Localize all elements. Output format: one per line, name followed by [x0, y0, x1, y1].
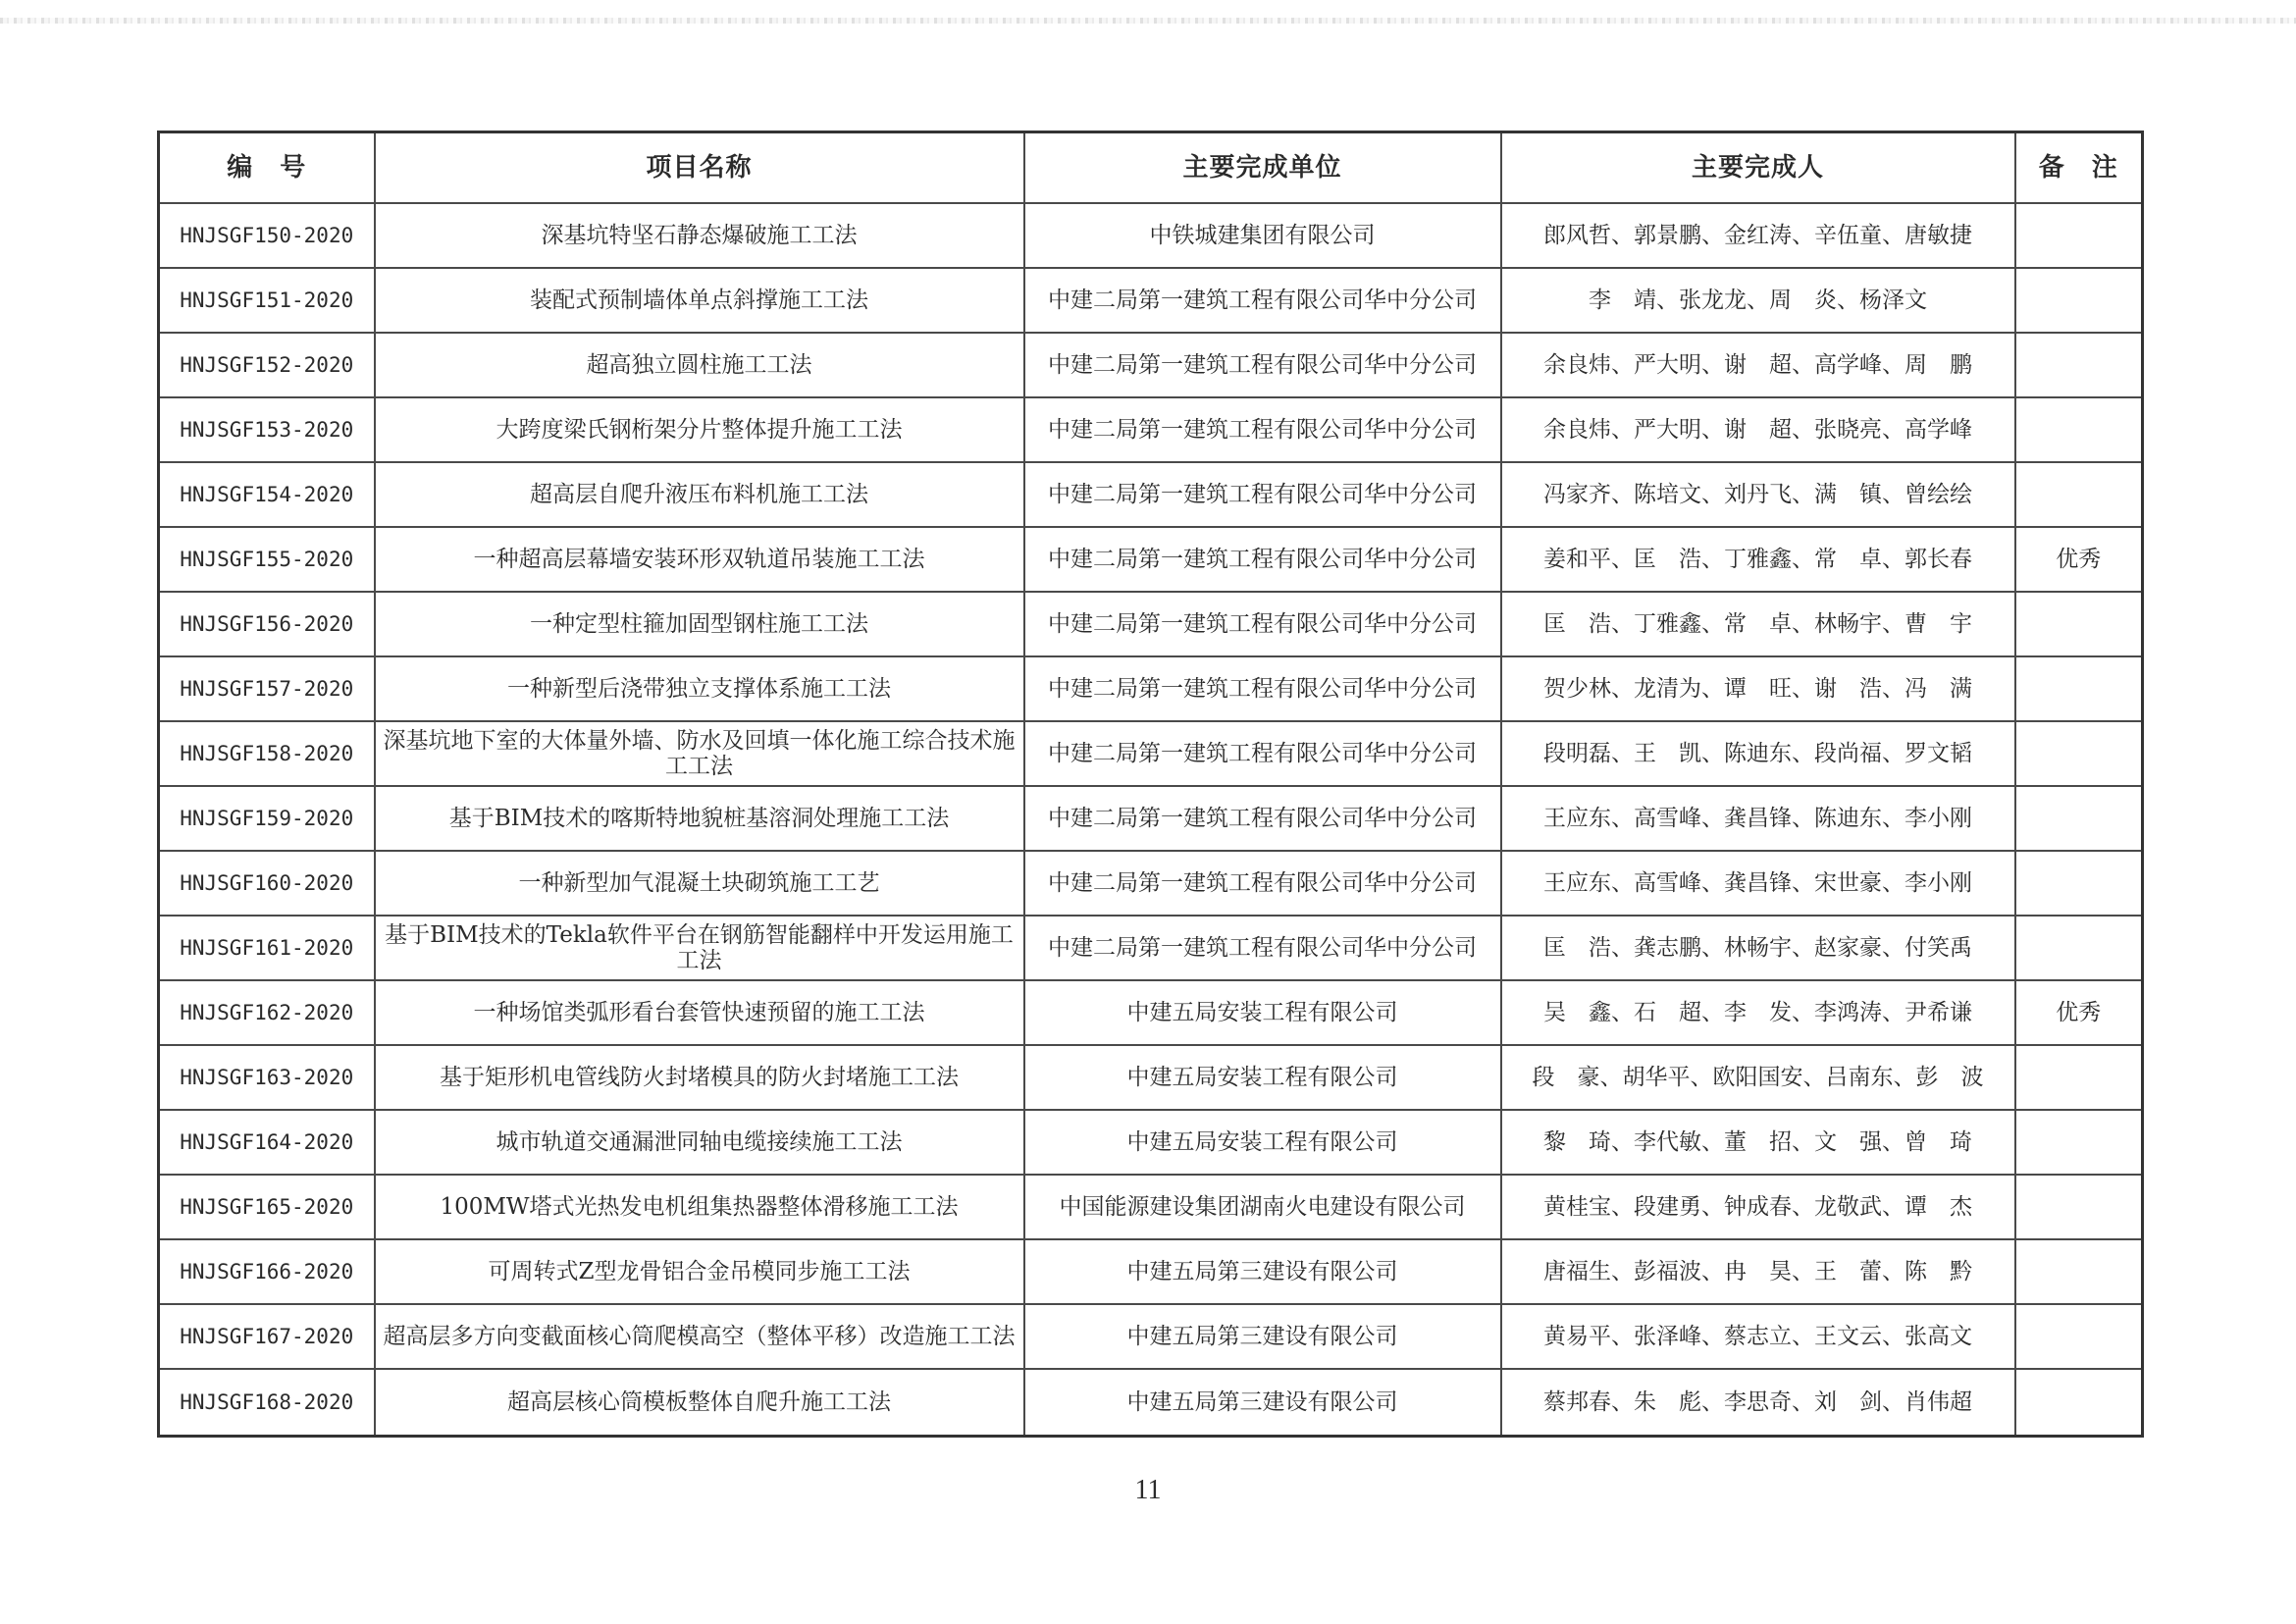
cell-unit: 中建五局第三建设有限公司 [1024, 1304, 1501, 1369]
cell-unit: 中国能源建设集团湖南火电建设有限公司 [1024, 1175, 1501, 1239]
table-row [159, 397, 2143, 462]
cell-persons: 黄桂宝、段建勇、钟成春、龙敬武、谭 杰 [1501, 1175, 2015, 1239]
cell-project-name: 基于BIM技术的喀斯特地貌桩基溶洞处理施工工法 [375, 786, 1024, 851]
cell-code: HNJSGF163-2020 [159, 1045, 375, 1110]
cell-project-name: 装配式预制墙体单点斜撑施工工法 [375, 268, 1024, 333]
cell-persons: 段明磊、王 凯、陈迪东、段尚福、罗文韬 [1501, 721, 2015, 786]
cell-unit: 中建二局第一建筑工程有限公司华中分公司 [1024, 851, 1501, 916]
cell-project-name: 一种场馆类弧形看台套管快速预留的施工工法 [375, 980, 1024, 1045]
cell-persons: 黄易平、张泽峰、蔡志立、王文云、张高文 [1501, 1304, 2015, 1369]
cell-remark [2015, 916, 2143, 980]
cell-code: HNJSGF151-2020 [159, 268, 375, 333]
cell-remark [2015, 203, 2143, 268]
cell-persons: 王应东、高雪峰、龚昌锋、陈迪东、李小刚 [1501, 786, 2015, 851]
cell-project-name: 基于BIM技术的Tekla软件平台在钢筋智能翻样中开发运用施工工法 [375, 916, 1024, 980]
cell-unit: 中建五局第三建设有限公司 [1024, 1369, 1501, 1437]
cell-remark [2015, 1239, 2143, 1304]
cell-code: HNJSGF164-2020 [159, 1110, 375, 1175]
cell-project-name: 超高独立圆柱施工工法 [375, 333, 1024, 397]
table-row [159, 916, 2143, 980]
cell-code: HNJSGF167-2020 [159, 1304, 375, 1369]
cell-unit: 中建五局安装工程有限公司 [1024, 1110, 1501, 1175]
table-row [159, 1175, 2143, 1239]
cell-unit: 中铁城建集团有限公司 [1024, 203, 1501, 268]
cell-unit: 中建五局第三建设有限公司 [1024, 1239, 1501, 1304]
cell-code: HNJSGF153-2020 [159, 397, 375, 462]
cell-code: HNJSGF162-2020 [159, 980, 375, 1045]
table-row [159, 1369, 2143, 1437]
header-unit: 主要完成单位 [1024, 132, 1501, 204]
cell-persons: 郎风哲、郭景鹏、金红涛、辛伍童、唐敏捷 [1501, 203, 2015, 268]
cell-remark [2015, 592, 2143, 656]
page-number: 11 [1134, 1475, 1162, 1505]
cell-persons: 李 靖、张龙龙、周 炎、杨泽文 [1501, 268, 2015, 333]
table-row [159, 786, 2143, 851]
cell-remark [2015, 333, 2143, 397]
cell-persons: 匡 浩、丁雅鑫、常 卓、林畅宇、曹 宇 [1501, 592, 2015, 656]
cell-remark [2015, 397, 2143, 462]
table-row [159, 1110, 2143, 1175]
cell-persons: 匡 浩、龚志鹏、林畅宇、赵家豪、付笑禹 [1501, 916, 2015, 980]
cell-code: HNJSGF155-2020 [159, 527, 375, 592]
cell-project-name: 可周转式Z型龙骨铝合金吊模同步施工工法 [375, 1239, 1024, 1304]
cell-project-name: 深基坑地下室的大体量外墙、防水及回填一体化施工综合技术施工工法 [375, 721, 1024, 786]
cell-remark [2015, 1045, 2143, 1110]
cell-persons: 段 豪、胡华平、欧阳国安、吕南东、彭 波 [1501, 1045, 2015, 1110]
table-row [159, 592, 2143, 656]
cell-unit: 中建二局第一建筑工程有限公司华中分公司 [1024, 397, 1501, 462]
scan-artifact-strip [0, 18, 2296, 24]
cell-persons: 贺少林、龙清为、谭 旺、谢 浩、冯 满 [1501, 656, 2015, 721]
cell-project-name: 大跨度梁氏钢桁架分片整体提升施工工法 [375, 397, 1024, 462]
cell-code: HNJSGF150-2020 [159, 203, 375, 268]
cell-persons: 余良炜、严大明、谢 超、高学峰、周 鹏 [1501, 333, 2015, 397]
cell-remark [2015, 1369, 2143, 1437]
cell-code: HNJSGF154-2020 [159, 462, 375, 527]
cell-remark [2015, 786, 2143, 851]
cell-code: HNJSGF160-2020 [159, 851, 375, 916]
cell-code: HNJSGF168-2020 [159, 1369, 375, 1437]
header-remark: 备 注 [2015, 132, 2143, 204]
cell-project-name: 一种超高层幕墙安装环形双轨道吊装施工工法 [375, 527, 1024, 592]
table-row [159, 721, 2143, 786]
header-project-name: 项目名称 [375, 132, 1024, 204]
cell-remark [2015, 1304, 2143, 1369]
cell-code: HNJSGF166-2020 [159, 1239, 375, 1304]
table-row [159, 333, 2143, 397]
cell-project-name: 一种定型柱箍加固型钢柱施工工法 [375, 592, 1024, 656]
cell-project-name: 100MW塔式光热发电机组集热器整体滑移施工工法 [375, 1175, 1024, 1239]
cell-persons: 余良炜、严大明、谢 超、张晓亮、高学峰 [1501, 397, 2015, 462]
project-table [157, 131, 2144, 1438]
table-row [159, 656, 2143, 721]
cell-remark [2015, 268, 2143, 333]
cell-unit: 中建二局第一建筑工程有限公司华中分公司 [1024, 721, 1501, 786]
cell-code: HNJSGF152-2020 [159, 333, 375, 397]
cell-project-name: 城市轨道交通漏泄同轴电缆接续施工工法 [375, 1110, 1024, 1175]
cell-project-name: 超高层核心筒模板整体自爬升施工工法 [375, 1369, 1024, 1437]
cell-persons: 黎 琦、李代敏、董 招、文 强、曾 琦 [1501, 1110, 2015, 1175]
cell-project-name: 深基坑特坚石静态爆破施工工法 [375, 203, 1024, 268]
cell-remark [2015, 851, 2143, 916]
cell-remark [2015, 1175, 2143, 1239]
table-row [159, 1239, 2143, 1304]
cell-code: HNJSGF158-2020 [159, 721, 375, 786]
table-row [159, 527, 2143, 592]
table-row [159, 1304, 2143, 1369]
table-row [159, 203, 2143, 268]
cell-unit: 中建五局安装工程有限公司 [1024, 1045, 1501, 1110]
cell-remark [2015, 462, 2143, 527]
cell-code: HNJSGF157-2020 [159, 656, 375, 721]
table-row [159, 851, 2143, 916]
cell-remark: 优秀 [2015, 527, 2143, 592]
cell-unit: 中建二局第一建筑工程有限公司华中分公司 [1024, 786, 1501, 851]
cell-remark: 优秀 [2015, 980, 2143, 1045]
cell-code: HNJSGF165-2020 [159, 1175, 375, 1239]
cell-unit: 中建二局第一建筑工程有限公司华中分公司 [1024, 462, 1501, 527]
cell-persons: 吴 鑫、石 超、李 发、李鸿涛、尹希谦 [1501, 980, 2015, 1045]
cell-unit: 中建二局第一建筑工程有限公司华中分公司 [1024, 268, 1501, 333]
header-persons: 主要完成人 [1501, 132, 2015, 204]
cell-code: HNJSGF156-2020 [159, 592, 375, 656]
cell-project-name: 基于矩形机电管线防火封堵模具的防火封堵施工工法 [375, 1045, 1024, 1110]
cell-remark [2015, 721, 2143, 786]
cell-project-name: 一种新型后浇带独立支撑体系施工工法 [375, 656, 1024, 721]
table-row [159, 980, 2143, 1045]
cell-project-name: 超高层自爬升液压布料机施工工法 [375, 462, 1024, 527]
cell-unit: 中建二局第一建筑工程有限公司华中分公司 [1024, 527, 1501, 592]
cell-remark [2015, 656, 2143, 721]
cell-persons: 蔡邦春、朱 彪、李思奇、刘 剑、肖伟超 [1501, 1369, 2015, 1437]
cell-project-name: 超高层多方向变截面核心筒爬模高空（整体平移）改造施工工法 [375, 1304, 1024, 1369]
cell-unit: 中建二局第一建筑工程有限公司华中分公司 [1024, 333, 1501, 397]
cell-persons: 王应东、高雪峰、龚昌锋、宋世豪、李小刚 [1501, 851, 2015, 916]
table-header-row [159, 132, 2143, 204]
cell-unit: 中建五局安装工程有限公司 [1024, 980, 1501, 1045]
cell-unit: 中建二局第一建筑工程有限公司华中分公司 [1024, 916, 1501, 980]
header-code: 编 号 [159, 132, 375, 204]
cell-persons: 冯家齐、陈培文、刘丹飞、满 镇、曾绘绘 [1501, 462, 2015, 527]
table-row [159, 462, 2143, 527]
cell-code: HNJSGF159-2020 [159, 786, 375, 851]
cell-code: HNJSGF161-2020 [159, 916, 375, 980]
cell-persons: 唐福生、彭福波、冉 昊、王 蕾、陈 黔 [1501, 1239, 2015, 1304]
table-row [159, 1045, 2143, 1110]
cell-unit: 中建二局第一建筑工程有限公司华中分公司 [1024, 592, 1501, 656]
cell-project-name: 一种新型加气混凝土块砌筑施工工艺 [375, 851, 1024, 916]
table-row [159, 268, 2143, 333]
cell-persons: 姜和平、匡 浩、丁雅鑫、常 卓、郭长春 [1501, 527, 2015, 592]
cell-unit: 中建二局第一建筑工程有限公司华中分公司 [1024, 656, 1501, 721]
cell-remark [2015, 1110, 2143, 1175]
